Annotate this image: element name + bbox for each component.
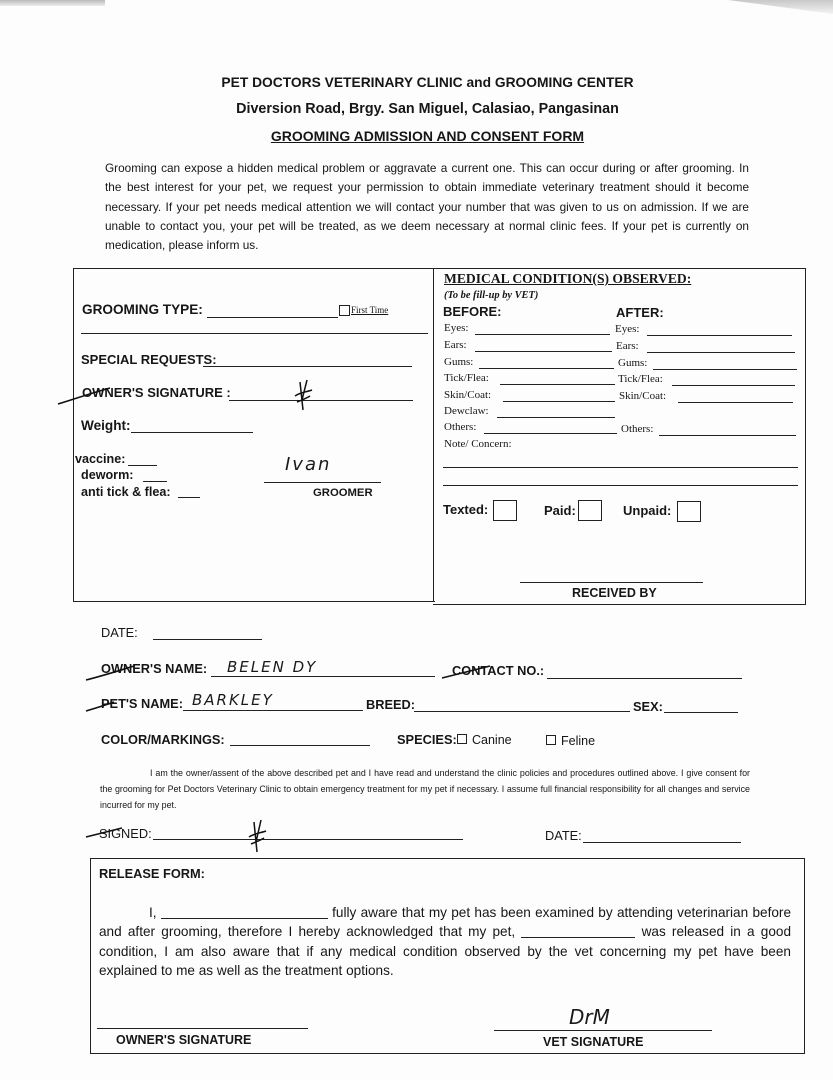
owner-signature-label: OWNER'S SIGNATURE :	[82, 385, 231, 400]
species-label: SPECIES:	[397, 732, 457, 747]
before-ears-field[interactable]	[475, 351, 612, 352]
table-top-border	[73, 268, 806, 269]
first-time-label: First Time	[351, 305, 389, 315]
color-markings-field[interactable]	[230, 745, 370, 746]
feline-label: Feline	[561, 734, 596, 748]
before-others-field[interactable]	[484, 433, 617, 434]
sex-field[interactable]	[664, 712, 738, 713]
table-left-border	[73, 268, 74, 601]
species-canine-option[interactable]	[457, 733, 512, 747]
received-by-field[interactable]	[520, 582, 703, 583]
release-form-title: RELEASE FORM:	[99, 866, 205, 881]
after-label: AFTER:	[616, 305, 664, 320]
table-bottom-right-border	[433, 604, 806, 605]
owner-signature-release-field[interactable]	[97, 1028, 308, 1029]
owner-signature-release-label: OWNER'S SIGNATURE	[116, 1033, 252, 1047]
table-right-border	[805, 268, 806, 605]
after-tick-flea-label: Tick/Flea:	[618, 373, 663, 385]
after-skin-coat-field[interactable]	[678, 402, 793, 403]
feline-checkbox[interactable]	[546, 735, 556, 745]
release-text-middle: fully aware that my pet has been examined by attending veterinarian before and after grooming, therefore I hereby acknowledged that my pet,	[99, 905, 791, 940]
before-others-label: Others:	[444, 421, 477, 433]
vet-signature-label: VET SIGNATURE	[543, 1035, 644, 1049]
groomer-signature-text: Ivan	[285, 454, 332, 475]
signed-label: SIGNED:	[99, 826, 152, 841]
note-concern-label: Note/ Concern:	[444, 438, 512, 450]
after-eyes-field[interactable]	[647, 335, 792, 336]
texted-label: Texted:	[443, 502, 489, 517]
color-markings-label: COLOR/MARKINGS:	[101, 732, 225, 747]
intro-paragraph: Grooming can expose a hidden medical problem or aggravate a current one. This can occur during or after grooming. In the best interest for your pet, we request your permission to obtain immediate veterinary treatment should it become necessary. If your pet needs medical attention we will contact your number that was given to us on admission. If we are unable to contact you, your pet will be treated, as we deem necessary at normal clinic fees. If your pet is currently on medication, please inform us.	[105, 161, 749, 253]
before-ears-label: Ears:	[444, 339, 467, 351]
weight-field[interactable]	[131, 432, 253, 433]
before-skin-coat-label: Skin/Coat:	[444, 389, 492, 401]
paper-fold-shadow	[728, 0, 833, 14]
special-requests-field[interactable]	[203, 366, 412, 367]
contact-number-field[interactable]	[547, 678, 742, 679]
pet-name-value: BARKLEY	[192, 691, 274, 709]
canine-label: Canine	[472, 733, 512, 747]
before-eyes-label: Eyes:	[444, 322, 469, 334]
vet-signature-text: DrM	[569, 1005, 610, 1029]
grooming-type-extra-line[interactable]	[81, 333, 428, 334]
after-ears-label: Ears:	[616, 340, 639, 352]
after-others-label: Others:	[621, 423, 654, 435]
sex-label: SEX:	[633, 699, 663, 714]
after-others-field[interactable]	[659, 435, 796, 436]
before-tick-flea-label: Tick/Flea:	[444, 372, 489, 384]
vet-signature-field[interactable]	[494, 1030, 712, 1031]
after-tick-flea-field[interactable]	[672, 385, 795, 386]
hand-strike-mark	[56, 383, 112, 408]
groomer-signature-field[interactable]	[264, 482, 381, 483]
release-paragraph	[99, 903, 791, 980]
table-divider	[433, 268, 434, 601]
note-concern-line-2[interactable]	[443, 485, 798, 486]
owner-name-blank[interactable]	[161, 906, 328, 919]
before-tick-flea-field[interactable]	[500, 384, 615, 385]
hand-strike-mark	[84, 697, 116, 715]
canine-checkbox[interactable]	[457, 734, 467, 744]
contact-number-label: CONTACT NO.:	[452, 663, 545, 678]
pet-name-blank[interactable]	[521, 925, 635, 938]
after-skin-coat-label: Skin/Coat:	[619, 390, 667, 402]
groomer-label: GROOMER	[313, 487, 373, 499]
received-by-label: RECEIVED BY	[572, 586, 657, 600]
deworm-label: deworm:	[81, 468, 134, 482]
paper-fold-shadow	[0, 0, 105, 6]
owner-name-value: BELEN DY	[227, 658, 318, 676]
signed-date-label: DATE:	[545, 828, 582, 843]
after-eyes-label: Eyes:	[615, 323, 640, 335]
deworm-field[interactable]	[143, 481, 167, 482]
medical-conditions-title: MEDICAL CONDITION(S) OBSERVED:	[444, 271, 692, 286]
note-concern-line-1[interactable]	[443, 467, 798, 468]
after-gums-label: Gums:	[618, 357, 648, 369]
first-time-checkbox[interactable]	[339, 305, 350, 316]
owner-name-field[interactable]	[211, 676, 435, 677]
before-label: BEFORE:	[443, 304, 502, 319]
date-label: DATE:	[101, 625, 138, 640]
breed-field[interactable]	[414, 711, 630, 712]
breed-label: BREED:	[366, 697, 416, 712]
before-eyes-field[interactable]	[475, 334, 610, 335]
after-gums-field[interactable]	[653, 369, 797, 370]
consent-paragraph: I am the owner/assent of the above described pet and I have read and understand the clinic policies and procedures outlined above. I give consent for the grooming for Pet Doctors Veterinary Clinic to obtain emergency treatment for my pet if necessary. I assume full financial responsibility for all changes and service incurred for my pet.	[100, 768, 750, 810]
species-feline-option[interactable]	[546, 734, 595, 748]
paid-checkbox[interactable]	[578, 500, 602, 521]
release-text-start: I,	[149, 905, 157, 920]
owner-signature-field[interactable]	[229, 400, 413, 401]
unpaid-label: Unpaid:	[623, 503, 672, 518]
medical-conditions-subtitle: (To be fill-up by VET)	[444, 290, 539, 301]
grooming-type-field[interactable]	[207, 317, 338, 318]
signed-date-field[interactable]	[583, 842, 741, 843]
weight-label: Weight:	[81, 418, 131, 433]
vaccine-field[interactable]	[128, 465, 157, 466]
owner-name-label: OWNER'S NAME:	[101, 661, 208, 676]
before-gums-label: Gums:	[444, 356, 474, 368]
release-text-end: was released in a good condition, I am also aware that if any medical condition observed by the vet concerning my pet have been explained to me as well as the treatment options.	[99, 924, 792, 978]
signed-field[interactable]	[153, 839, 463, 840]
after-ears-field[interactable]	[647, 352, 795, 353]
grooming-type-label: GROOMING TYPE:	[82, 302, 203, 317]
anti-tick-flea-field[interactable]	[178, 497, 200, 498]
paid-label: Paid:	[544, 503, 576, 518]
form-title: GROOMING ADMISSION AND CONSENT FORM	[270, 128, 585, 144]
hand-strike-mark	[84, 662, 136, 684]
unpaid-checkbox[interactable]	[677, 501, 701, 522]
hand-strike-mark	[440, 662, 492, 682]
pet-name-label: PET'S NAME:	[101, 696, 183, 711]
anti-tick-flea-label: anti tick & flea:	[81, 485, 171, 499]
clinic-address: Diversion Road, Brgy. San Miguel, Calasiao, Pangasinan	[236, 101, 619, 117]
vaccine-label: vaccine:	[75, 452, 126, 466]
texted-checkbox[interactable]	[493, 500, 517, 521]
pet-name-field[interactable]	[183, 710, 363, 711]
before-dewclaw-field[interactable]	[497, 417, 615, 418]
date-field[interactable]	[153, 639, 262, 640]
table-bottom-left-border	[73, 601, 435, 602]
signed-signature-mark	[246, 818, 268, 854]
before-dewclaw-label: Dewclaw:	[444, 405, 489, 417]
clinic-name: PET DOCTORS VETERINARY CLINIC and GROOMING CENTER	[221, 75, 634, 90]
special-requests-label: SPECIAL REQUESTS:	[81, 352, 217, 367]
before-skin-coat-field[interactable]	[503, 401, 615, 402]
hand-strike-mark	[84, 823, 124, 841]
before-gums-field[interactable]	[479, 368, 614, 369]
owner-signature-mark	[292, 378, 314, 412]
